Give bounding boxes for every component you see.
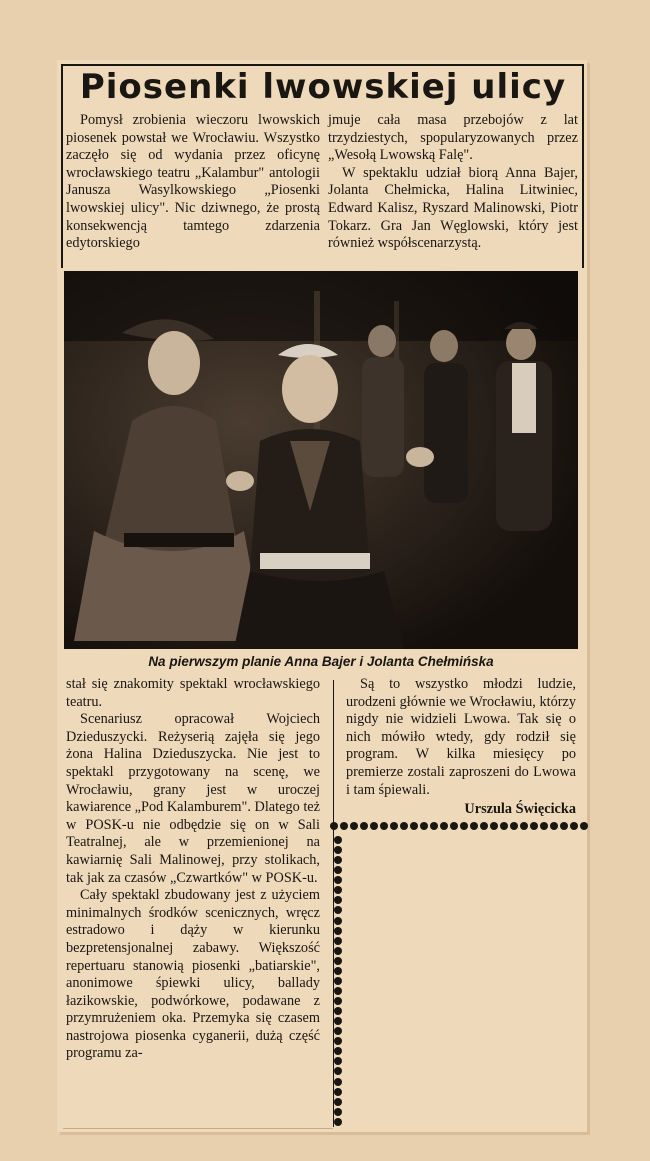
paragraph: stał się znakomity spektakl wrocławskiego teatru. [66, 676, 320, 710]
border-dot [334, 836, 342, 844]
left-rule [61, 64, 63, 268]
border-dot [350, 822, 358, 830]
border-dot [334, 846, 342, 854]
border-dot [490, 822, 498, 830]
border-dot [520, 822, 528, 830]
text-column-top-left [66, 112, 320, 253]
border-dot [334, 896, 342, 904]
border-dot [334, 917, 342, 925]
border-dot [500, 822, 508, 830]
border-dot [334, 876, 342, 884]
border-dot [334, 987, 342, 995]
text-column-bottom-right [346, 676, 576, 799]
paragraph: Pomysł zrobienia wieczoru lwowskich piosenek powstał we Wrocławiu. Wszystko zaczęło się od wydania przez oficynę wrocławskiego teatru „Kalambur" antologii Janusza Wasylkowskiego „Piosenki lwowskiej ulicy". Nic dziwnego, że prostą konsekwencją tamtego zdarzenia edytorskiego [66, 112, 320, 252]
border-dot [334, 906, 342, 914]
border-dot [334, 1017, 342, 1025]
paragraph: Są to wszystko młodzi ludzie, urodzeni głównie we Wrocławiu, którzy nigdy nie widzieli Lwowa. Tak się o nich mówiło wtedy, gdy rodził się program. W kilka miesięcy po premierze zostali zaproszeni do Lwowa i tam śpiewali. [346, 676, 576, 798]
paragraph: W spektaklu udział biorą Anna Bajer, Jolanta Chełmicka, Halina Litwiniec, Edward Kalisz, Ryszard Malinowski, Piotr Tokarz. Gra Jan Węglowski, który jest również współscenarzystą. [328, 164, 578, 252]
border-dot [334, 1067, 342, 1075]
border-dot [460, 822, 468, 830]
border-dot [540, 822, 548, 830]
border-dot [334, 1108, 342, 1116]
border-dot [334, 927, 342, 935]
border-dot [334, 1047, 342, 1055]
border-dot [410, 822, 418, 830]
paragraph: Cały spektakl zbudowany jest z użyciem minimalnych środków scenicznych, wręcz estradowo i dąży w kierunku bezpretensjonalnej zabawy. Większość repertuaru stanowią piosenki „batiarskie", anonimowe śpiewki ulicy, ballady łazikowskie, podwórkowe, podawane z przymrużeniem oka. Przemyka się czasem nastrojowa piosenka cyganerii, dużą część programu za- [66, 887, 320, 1062]
stage-photo [64, 271, 578, 649]
border-dot [334, 1037, 342, 1045]
dotted-border-vertical [334, 836, 344, 1126]
border-dot [550, 822, 558, 830]
border-dot [334, 1088, 342, 1096]
border-dot [334, 1118, 342, 1126]
border-dot [450, 822, 458, 830]
border-dot [560, 822, 568, 830]
paragraph: jmuje cała masa przebojów z lat trzydziestych, spopularyzowanych przez „Wesołą Lwowską Falę". [328, 112, 578, 164]
right-rule [582, 64, 584, 268]
border-dot [330, 822, 338, 830]
text-column-top-right [328, 112, 578, 253]
border-dot [400, 822, 408, 830]
text-column-bottom-left [66, 676, 320, 1063]
border-dot [334, 947, 342, 955]
border-dot [340, 822, 348, 830]
border-dot [360, 822, 368, 830]
bottom-edge [63, 1128, 333, 1129]
headline: Piosenki lwowskiej ulicy [79, 67, 567, 107]
border-dot [510, 822, 518, 830]
border-dot [334, 866, 342, 874]
border-dot [530, 822, 538, 830]
border-dot [370, 822, 378, 830]
border-dot [580, 822, 588, 830]
border-dot [334, 886, 342, 894]
border-dot [334, 937, 342, 945]
paragraph: Scenariusz opracował Wojciech Dzieduszycki. Reżyserią zajęła się jego żona Halina Dzieduszycka. Nie jest to spektakl przygotowany na scenę, we Wrocławiu, grany jest w uroczej kawiarence „Pod Kalamburem". Dlatego też w POSK-u nie odbędzie się on w Sali Teatralnej, ale w przemienionej na kawiarnię Sali Malinowej, przy stolikach, tak jak za czasów „Czwartków" w POSK-u. [66, 711, 320, 886]
border-dot [334, 1007, 342, 1015]
border-dot [334, 856, 342, 864]
border-dot [440, 822, 448, 830]
border-dot [334, 997, 342, 1005]
border-dot [334, 967, 342, 975]
photo-caption: Na pierwszym planie Anna Bajer i Jolanta Chełmińska [148, 654, 494, 669]
border-dot [430, 822, 438, 830]
border-dot [334, 1098, 342, 1106]
border-dot [420, 822, 428, 830]
border-dot [334, 977, 342, 985]
border-dot [390, 822, 398, 830]
border-dot [334, 1027, 342, 1035]
border-dot [334, 1057, 342, 1065]
dotted-border-horizontal [330, 822, 588, 834]
border-dot [380, 822, 388, 830]
author-byline: Urszula Święcicka [464, 801, 576, 817]
border-dot [470, 822, 478, 830]
border-dot [334, 957, 342, 965]
border-dot [570, 822, 578, 830]
border-dot [334, 1078, 342, 1086]
border-dot [480, 822, 488, 830]
photo-illustration [64, 271, 578, 649]
